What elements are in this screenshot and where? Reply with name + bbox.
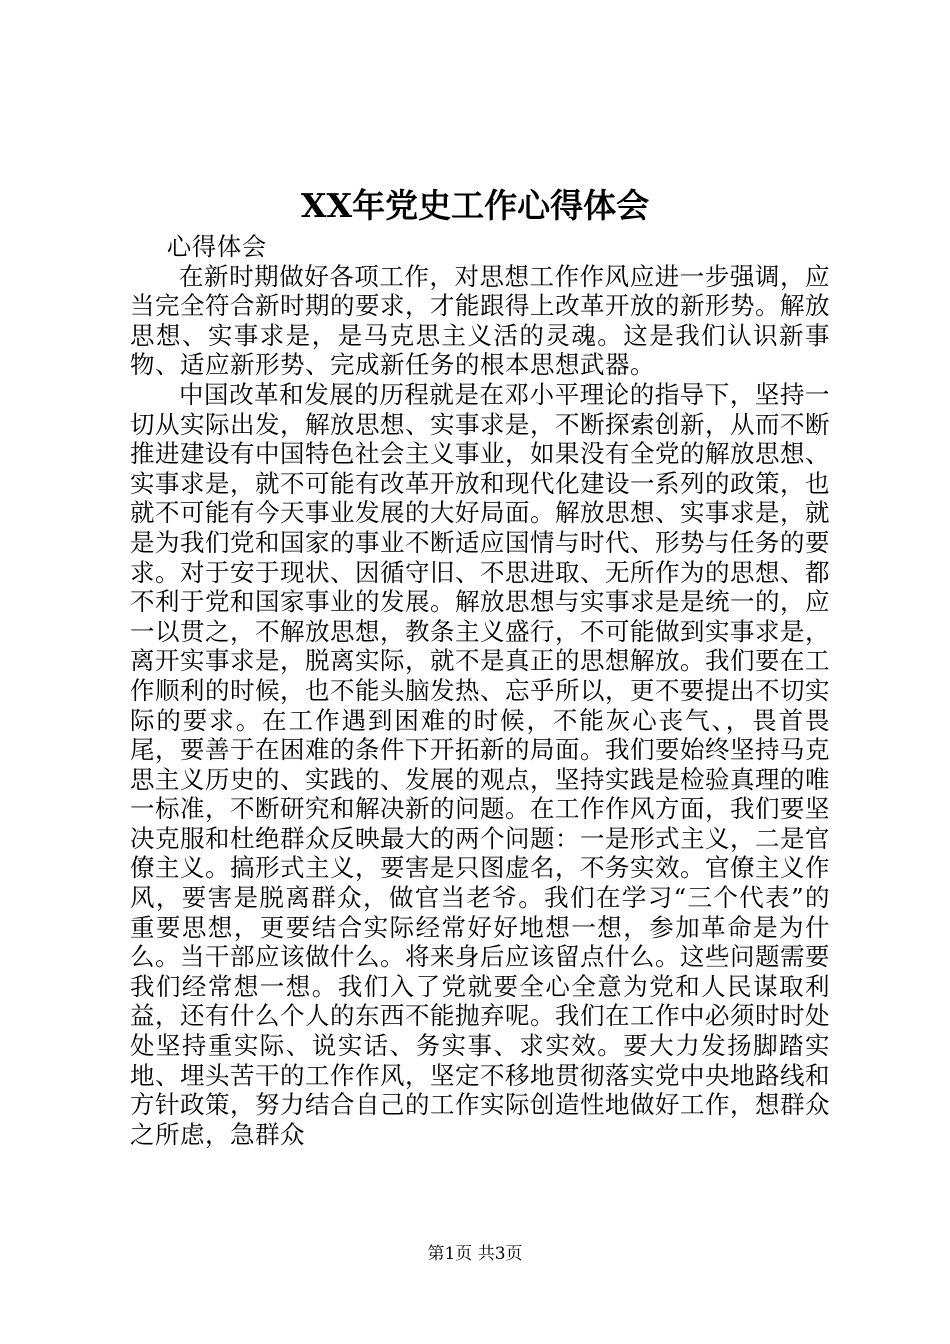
- body-paragraph-2: 中国改革和发展的历程就是在邓小平理论的指导下，坚持一切从实际出发，解放思想、实事求是，不断探索创新，从而不断推进建设有中国特色社会主义事业，如果没有全党的解放思想、实事求是，就不可能有改革开放和现代化建设一系列的政策，也就不可能有今天事业发展的大好局面。解放思想、实事求是，就是为我们党和国家的事业不断适应国情与时代、形势与任务的要求。对于安于现状、因循守旧、不思进取、无所作为的思想、都不利于党和国家事业的发展。解放思想与实事求是是统一的，应一以贯之，不解放思想，教条主义盛行，不可能做到实事求是，离开实事求是，脱离实际，就不是真正的思想解放。我们要在工作顺利的时候，也不能头脑发热、忘乎所以，更不要提出不切实际的要求。在工作遇到困难的时候，不能灰心丧气、，畏首畏尾，要善于在困难的条件下开拓新的局面。我们要始终坚持马克思主义历史的、实践的、发展的观点，坚持实践是检验真理的唯一标准，不断研究和解决新的问题。在工作作风方面，我们要坚决克服和杜绝群众反映最大的两个问题：一是形式主义，二是官僚主义。搞形式主义，要害是只图虚名，不务实效。官僚主义作风，要害是脱离群众，做官当老爷。我们在学习“三个代表”的重要思想，更要结合实际经常好好地想一想，参加革命是为什么。当干部应该做什么。将来身后应该留点什么。这些问题需要我们经常想一想。我们入了党就要全心全意为党和人民谋取利益，还有什么个人的东西不能抛弃呢。我们在工作中必须时时处处坚持重实际、说实话、务实事、求实效。要大力发扬脚踏实地、埋头苦干的工作作风，坚定不移地贯彻落实党中央地路线和方针政策，努力结合自己的工作实际创造性地做好工作，想群众之所虑，急群众: [130, 379, 830, 1149]
- body-paragraph-1: 在新时期做好各项工作，对思想工作作风应进一步强调，应当完全符合新时期的要求，才能跟得上改革开放的新形势。解放思想、实事求是，是马克思主义活的灵魂。这是我们认识新事物、适应新形势、完成新任务的根本思想武器。: [130, 261, 830, 380]
- document-body: [130, 232, 830, 1149]
- page-footer: 第1页 共3页: [427, 1244, 523, 1264]
- document-title: XX年党史工作心得体会: [300, 186, 650, 225]
- section-label: 心得体会: [166, 232, 267, 261]
